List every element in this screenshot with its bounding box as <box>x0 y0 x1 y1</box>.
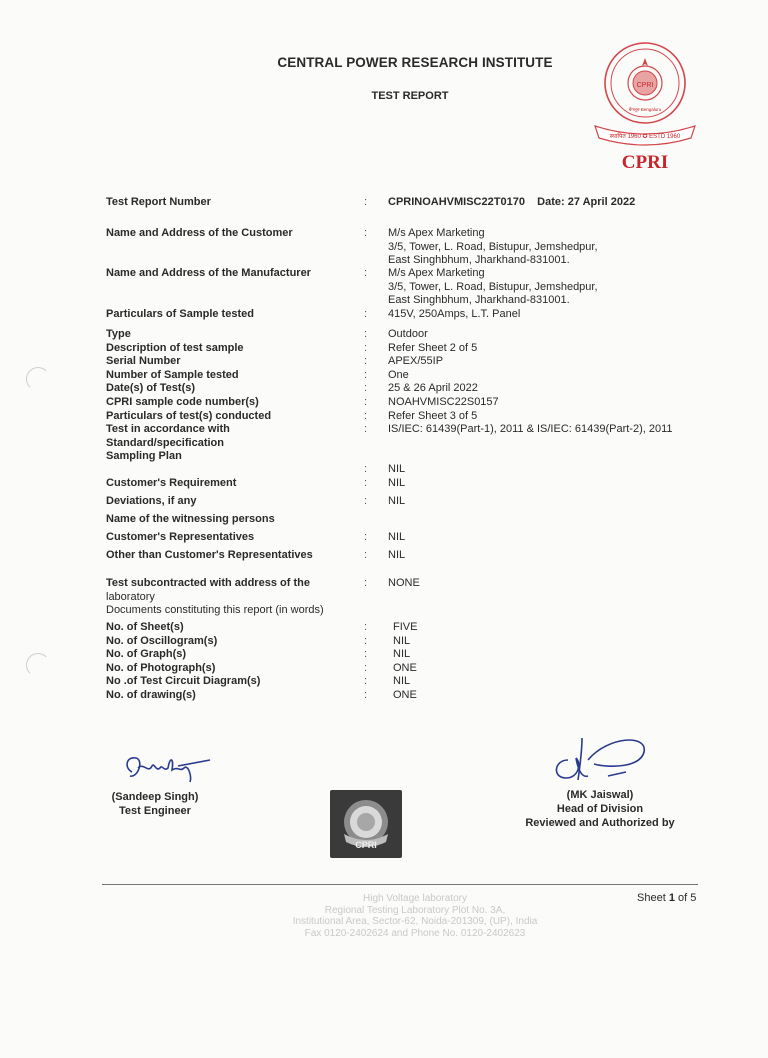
cpri-logo <box>585 38 705 178</box>
details-labels <box>106 328 361 464</box>
left-signatory-name: (Sandeep Singh) <box>111 791 199 803</box>
count-value: FIVE <box>393 621 418 633</box>
colon: : <box>364 531 368 543</box>
hologram-icon <box>330 790 402 858</box>
counts-colons: : : : : : : <box>364 621 368 701</box>
punch-hole-mark <box>26 367 50 391</box>
punch-hole-mark <box>26 653 50 677</box>
subcontract-line: Test subcontracted with address of the <box>106 577 310 589</box>
customer-line: M/s Apex Marketing <box>388 227 485 239</box>
counts-labels <box>106 621 361 703</box>
logo-brand: CPRI <box>621 152 669 173</box>
detail-value: NOAHVMISC22S0157 <box>388 395 499 408</box>
count-label: No. of Photograph(s) <box>106 661 216 674</box>
detail-label: Test in accordance with <box>106 423 230 436</box>
detail-value: One <box>388 368 409 381</box>
colon: : <box>364 495 368 507</box>
hologram-seal <box>330 790 402 858</box>
manufacturer-line: M/s Apex Marketing <box>388 267 485 279</box>
colon: : <box>364 196 368 208</box>
left-signatory-role: Test Engineer <box>119 805 191 817</box>
count-label: No. of Oscillogram(s) <box>106 634 218 647</box>
detail-label: Serial Number <box>106 355 181 368</box>
manufacturer-line: 3/5, Tower, L. Road, Bistupur, Jemshedpur, <box>388 280 598 293</box>
report-date: Date: 27 April 2022 <box>537 196 636 208</box>
count-value: NIL <box>393 675 411 688</box>
other-rep-label: Other than Customer's Representatives <box>106 549 313 561</box>
subcontract-label <box>106 577 361 604</box>
subcontract-line: laboratory <box>106 590 155 603</box>
sampling-value: NIL <box>388 463 406 475</box>
emblem-text: CPRI <box>636 82 654 89</box>
signature-icon <box>548 730 658 788</box>
other-rep-value: NIL <box>388 549 406 561</box>
documents-label: Documents constituting this report (in words) <box>106 604 324 616</box>
right-signatory <box>505 788 695 830</box>
requirement-label: Customer's Requirement <box>106 477 237 489</box>
detail-value: IS/IEC: 61439(Part-1), 2011 & IS/IEC: 61439(Part-2), 2011 <box>388 423 673 436</box>
colon: : <box>364 463 368 475</box>
colon: : <box>364 227 368 239</box>
right-signatory-name: (MK Jaiswal) <box>566 789 634 801</box>
signature-left <box>118 748 218 793</box>
sheet-number <box>637 892 696 904</box>
sheet-total: of 5 <box>678 892 697 904</box>
detail-value: Outdoor <box>388 328 428 340</box>
sheet-current: 1 <box>668 892 675 904</box>
footer-divider <box>102 884 698 885</box>
subcontract-value: NONE <box>388 577 420 589</box>
right-signatory-role: Head of Division <box>556 803 644 815</box>
customer-rep-label: Customer's Representatives <box>106 531 255 543</box>
left-signatory <box>100 790 210 818</box>
detail-value: Refer Sheet 3 of 5 <box>388 409 478 422</box>
colon: : <box>364 267 368 279</box>
details-values <box>388 328 728 437</box>
detail-label: Particulars of test(s) conducted <box>106 409 272 422</box>
detail-value: 25 & 26 April 2022 <box>388 382 478 395</box>
count-label: No .of Test Circuit Diagram(s) <box>106 675 261 688</box>
counts-values <box>393 621 733 703</box>
colon: : <box>364 308 368 320</box>
manufacturer-address <box>388 267 728 308</box>
hologram-text: CPRI <box>355 840 377 850</box>
detail-label: Standard/specification <box>106 436 224 449</box>
detail-label: Description of test sample <box>106 341 244 354</box>
customer-rep-value: NIL <box>388 531 406 543</box>
footer-line: Regional Testing Laboratory Plot No. 3A, <box>324 904 506 916</box>
colon: : <box>364 577 368 589</box>
customer-line: East Singhbhum, Jharkhand-831001. <box>388 254 570 267</box>
colon: : <box>364 477 368 489</box>
report-number-value <box>388 196 728 210</box>
sheet-prefix: Sheet <box>637 892 666 904</box>
count-value: ONE <box>393 661 417 674</box>
particulars-value: 415V, 250Amps, L.T. Panel <box>388 308 521 320</box>
count-label: No. of drawing(s) <box>106 688 196 701</box>
customer-label: Name and Address of the Customer <box>106 227 293 239</box>
customer-address <box>388 227 728 268</box>
page-subtitle: TEST REPORT <box>371 90 449 102</box>
manufacturer-label: Name and Address of the Manufacturer <box>106 267 311 279</box>
detail-value: APEX/55IP <box>388 355 444 368</box>
detail-label: Type <box>106 328 131 340</box>
report-number: CPRINOAHVMISC22T0170 <box>388 196 525 208</box>
logo-estd: स्थापित 1960 ✪ ESTD 1960 <box>609 134 681 140</box>
customer-line: 3/5, Tower, L. Road, Bistupur, Jemshedpur, <box>388 240 598 253</box>
footer-line: Fax 0120-2402624 and Phone No. 0120-2402623 <box>304 927 526 939</box>
details-colons: : : : : : : : : <box>364 328 368 436</box>
right-signatory-note: Reviewed and Authorized by <box>525 817 675 829</box>
particulars-label: Particulars of Sample tested <box>106 308 254 320</box>
detail-label: Sampling Plan <box>106 450 182 463</box>
detail-label: Number of Sample tested <box>106 368 239 381</box>
deviations-value: NIL <box>388 495 406 507</box>
count-label: No. of Sheet(s) <box>106 621 184 633</box>
count-value: NIL <box>393 648 411 661</box>
colon: : <box>364 549 368 561</box>
signature-icon <box>118 748 218 788</box>
signature-right <box>548 730 658 793</box>
deviations-label: Deviations, if any <box>106 495 197 507</box>
detail-label: Date(s) of Test(s) <box>106 382 196 395</box>
cpri-seal-icon <box>585 38 705 178</box>
requirement-value: NIL <box>388 477 406 489</box>
footer-line: High Voltage laboratory <box>363 893 467 904</box>
page-title: CENTRAL POWER RESEARCH INSTITUTE <box>277 55 553 70</box>
footer-address <box>250 893 580 939</box>
report-number-label: Test Report Number <box>106 196 211 208</box>
logo-place: बेंगलूरु Bengaluru <box>628 107 662 112</box>
manufacturer-line: East Singhbhum, Jharkhand-831001. <box>388 294 570 307</box>
witness-label: Name of the witnessing persons <box>106 513 275 525</box>
count-value: ONE <box>393 688 417 701</box>
count-label: No. of Graph(s) <box>106 648 187 661</box>
detail-label: CPRI sample code number(s) <box>106 395 259 408</box>
detail-value: Refer Sheet 2 of 5 <box>388 341 478 354</box>
count-value: NIL <box>393 634 411 647</box>
footer-line: Institutional Area, Sector-62, Noida-201309, (UP), India <box>292 916 538 928</box>
